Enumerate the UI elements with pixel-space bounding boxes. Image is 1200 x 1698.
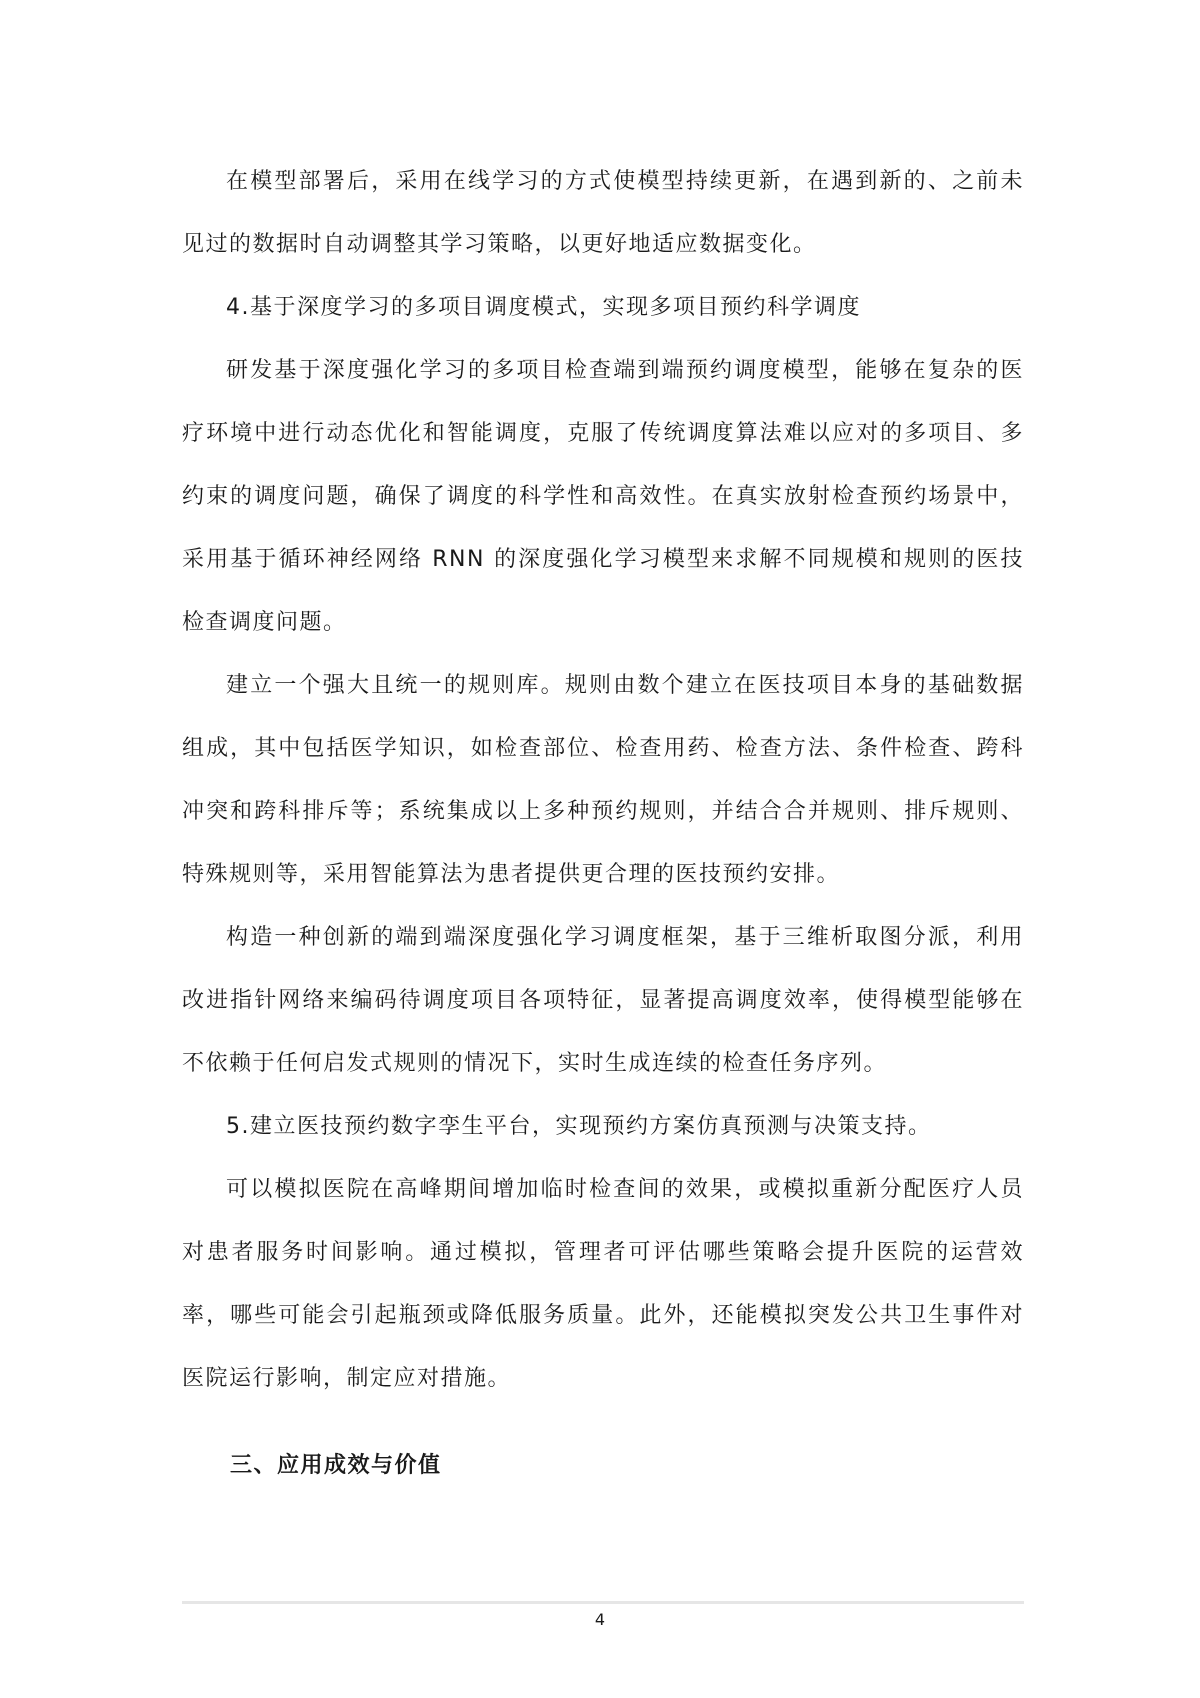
- subheading-multi-project-scheduling: 4.基于深度学习的多项目调度模式，实现多项目预约科学调度: [226, 295, 861, 320]
- subheading-digital-twin: 5.建立医技预约数字孪生平台，实现预约方案仿真预测与决策支持。: [226, 1114, 932, 1139]
- section-heading: 三、应用成效与价值: [230, 1453, 442, 1478]
- document-body: [182, 150, 1024, 1410]
- paragraph-online-learning: 在模型部署后，采用在线学习的方式使模型持续更新，在遇到新的、之前未见过的数据时自动调整其学习策略，以更好地适应数据变化。: [182, 169, 1024, 257]
- paragraph-scheduling-framework: 构造一种创新的端到端深度强化学习调度框架，基于三维析取图分派，利用改进指针网络来编码待调度项目各项特征，显著提高调度效率，使得模型能够在不依赖于任何启发式规则的情况下，实时生成连续的检查任务序列。: [182, 925, 1024, 1076]
- paragraph-deep-rl-model: 研发基于深度强化学习的多项目检查端到端预约调度模型，能够在复杂的医疗环境中进行动态优化和智能调度，克服了传统调度算法难以应对的多项目、多约束的调度问题，确保了调度的科学性和高效性。在真实放射检查预约场景中，采用基于循环神经网络 RNN 的深度强化学习模型来求解不同规模和规则的医技检查调度问题。: [182, 358, 1024, 635]
- paragraph-simulation: 可以模拟医院在高峰期间增加临时检查间的效果，或模拟重新分配医疗人员对患者服务时间影响。通过模拟，管理者可评估哪些策略会提升医院的运营效率，哪些可能会引起瓶颈或降低服务质量。此外，还能模拟突发公共卫生事件对医院运行影响，制定应对措施。: [182, 1177, 1024, 1391]
- paragraph-rule-library: 建立一个强大且统一的规则库。规则由数个建立在医技项目本身的基础数据组成，其中包括医学知识，如检查部位、检查用药、检查方法、条件检查、跨科冲突和跨科排斥等；系统集成以上多种预约规则，并结合合并规则、排斥规则、特殊规则等，采用智能算法为患者提供更合理的医技预约安排。: [182, 673, 1024, 887]
- page-number: 4: [594, 1610, 606, 1629]
- footer-divider: [182, 1601, 1024, 1604]
